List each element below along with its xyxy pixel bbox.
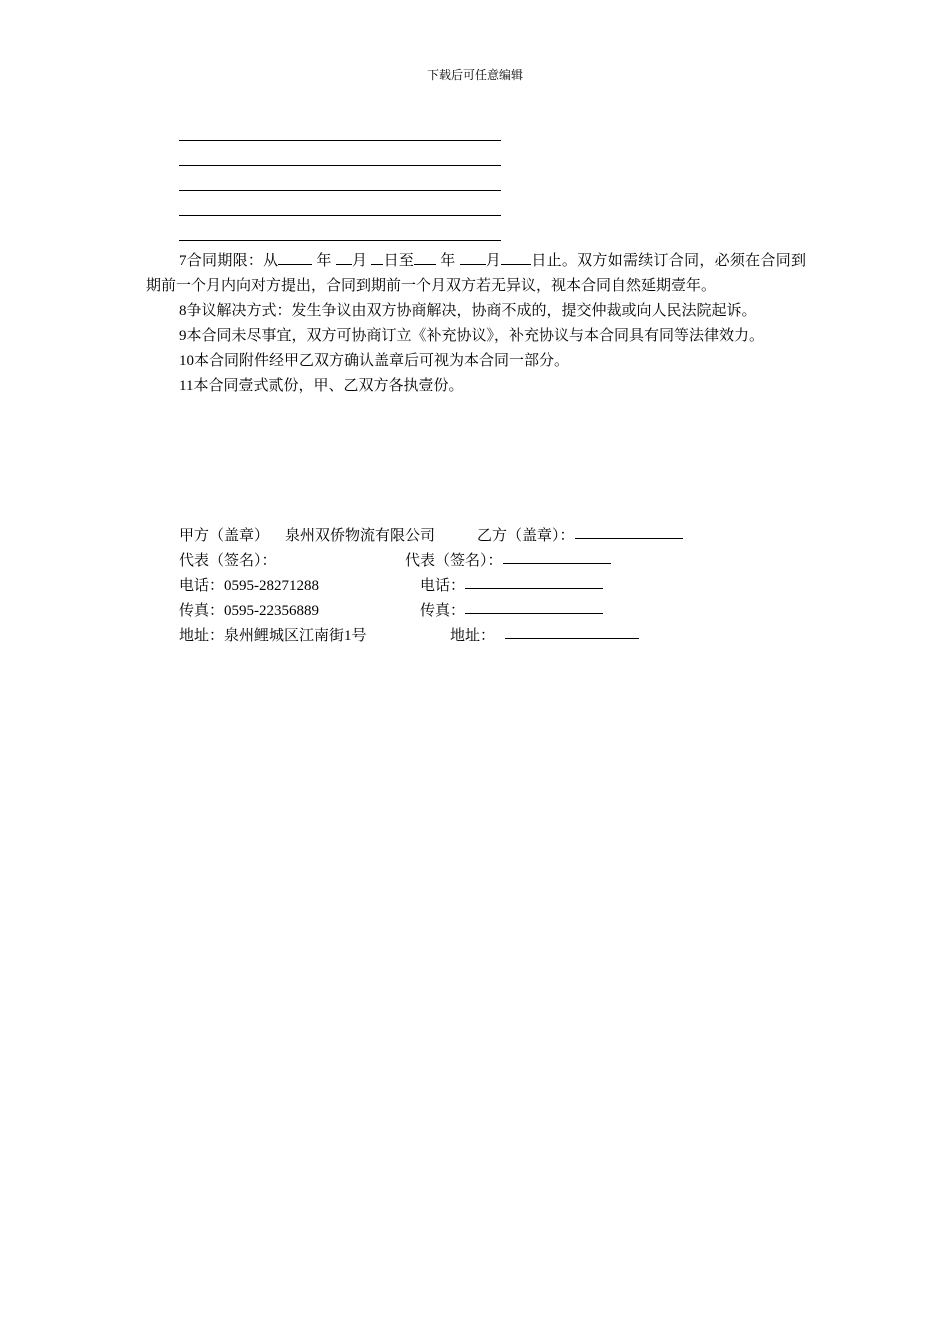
party-b-seal (477, 524, 575, 549)
clause-7-text: 日至 (383, 253, 415, 269)
day-blank (501, 250, 531, 265)
month-blank (336, 250, 352, 265)
party-a-seal-label: 甲方（盖章） (179, 528, 270, 544)
clause-7-text: 7合同期限：从 (179, 253, 279, 269)
party-b-phone-blank (465, 574, 603, 589)
party-b-seal-blank (575, 524, 683, 539)
clause-7-text: 年 (316, 253, 332, 269)
blank-line (179, 240, 501, 241)
blank-line (179, 165, 501, 166)
party-b-phone (420, 574, 465, 599)
blank-line (179, 140, 501, 141)
party-b-fax-blank (465, 599, 603, 614)
party-b-address-blank (505, 624, 639, 639)
party-a-rep-label: 代表（签名）： (179, 553, 277, 569)
year-blank (278, 250, 312, 265)
party-a-company: 泉州双侨物流有限公司 (285, 528, 436, 544)
party-b-address-label: 地址： (450, 628, 496, 644)
party-b-rep-label: 代表（签名）： (405, 553, 503, 569)
party-b-phone-label: 电话： (420, 578, 466, 594)
year-blank (414, 250, 436, 265)
party-b-fax-label: 传真： (420, 603, 466, 619)
page-header: 下载后可任意编辑 (426, 68, 523, 82)
party-a-phone: 电话：0595-28271288 (179, 578, 319, 594)
blank-line (179, 190, 501, 191)
clause-10: 10本合同附件经甲乙双方确认盖章后可视为本合同一部分。 (179, 353, 570, 369)
clause-9: 9本合同未尽事宜，双方可协商订立《补充协议》，补充协议与本合同具有同等法律效力。 (179, 328, 765, 344)
blank-lines (179, 140, 501, 265)
clause-7-text: 年 (440, 253, 456, 269)
clause-7-text: 月 (485, 253, 502, 269)
party-a-address: 地址：泉州鲤城区江南街1号 (179, 628, 367, 644)
clause-7-text: 日止。双方如需续订合同，必须在合同到期前一个月内向对方提出，合同到期前一个月双方若无异议，视本合同自然延期壹年。 (146, 253, 806, 294)
clause-7-text: 月 (351, 253, 368, 269)
month-blank (460, 250, 486, 265)
party-b-fax (420, 599, 465, 624)
clause-7 (146, 249, 806, 299)
clause-8: 8争议解决方式：发生争议由双方协商解决，协商不成的，提交仲裁或向人民法院起诉。 (179, 303, 757, 319)
party-b-rep (405, 549, 503, 574)
clause-11: 11本合同壹式贰份，甲、乙双方各执壹份。 (179, 378, 464, 394)
day-blank (371, 250, 383, 265)
party-a-fax: 传真：0595-22356889 (179, 603, 319, 619)
party-b-seal-label: 乙方（盖章）： (477, 528, 575, 544)
blank-line (179, 215, 501, 216)
party-b-address (450, 624, 495, 649)
party-b-rep-blank (503, 549, 611, 564)
contract-clauses (146, 249, 806, 399)
